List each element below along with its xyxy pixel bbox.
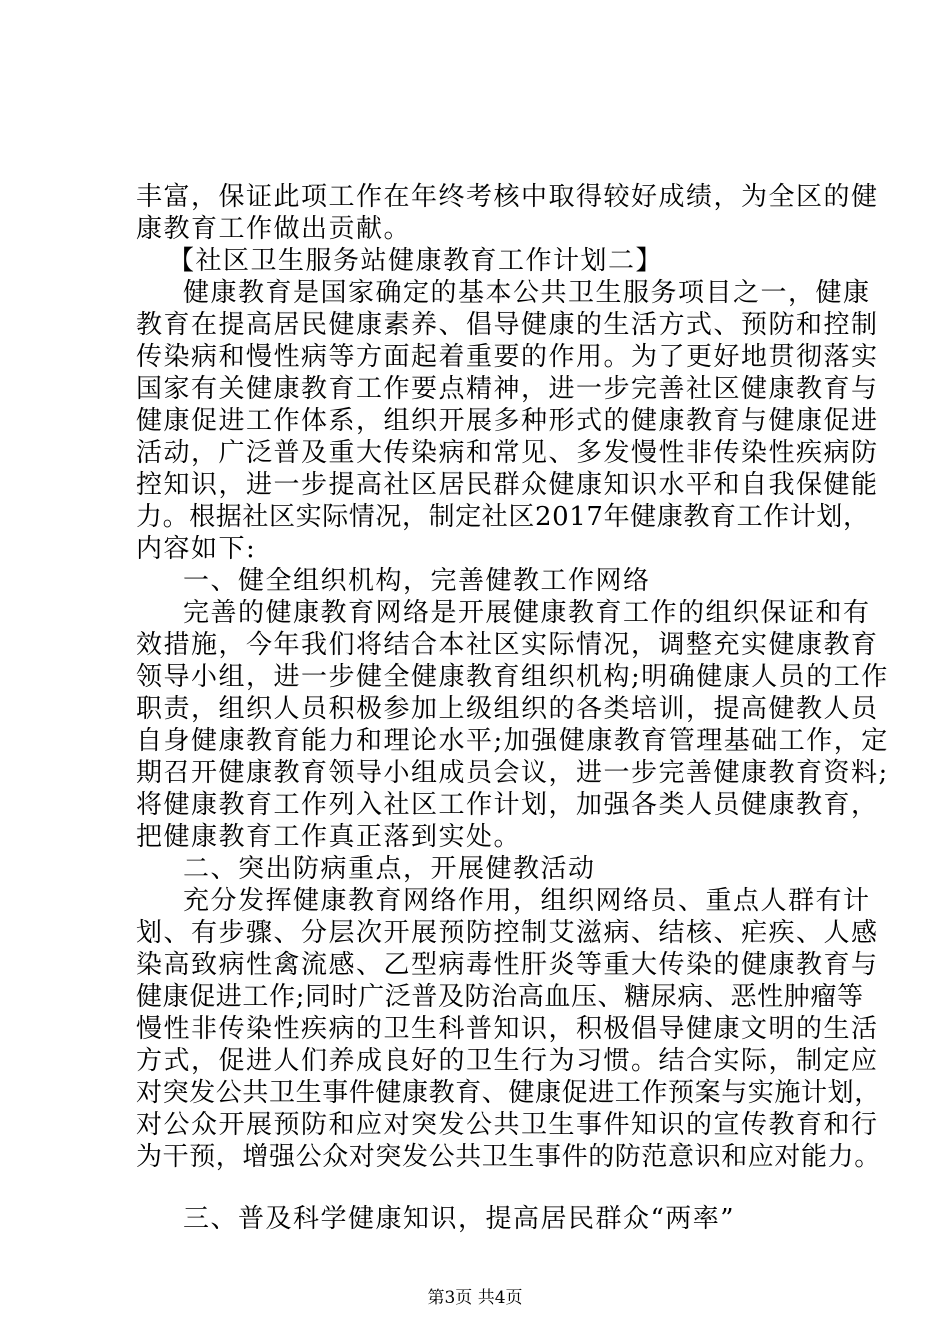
text-line: 活动，广泛普及重大传染病和常见、多发慢性非传染性疾病防	[136, 438, 879, 468]
page-number-footer: 第3页 共4页	[427, 1288, 523, 1308]
text-line: 教育在提高居民健康素养、倡导健康的生活方式、预防和控制	[136, 310, 879, 340]
text-line: 健康教育是国家确定的基本公共卫生服务项目之一，健康	[183, 278, 871, 308]
text-line: 健康促进工作体系，组织开展多种形式的健康教育与健康促进	[136, 406, 879, 436]
text-line: 传染病和慢性病等方面起着重要的作用。为了更好地贯彻落实	[136, 342, 879, 372]
text-line: 划、有步骤、分层次开展预防控制艾滋病、结核、疟疾、人感	[136, 918, 879, 948]
text-line: 完善的健康教育网络是开展健康教育工作的组织保证和有	[183, 598, 871, 628]
section-heading: 三、普及科学健康知识，提高居民群众“两率”	[183, 1204, 736, 1234]
text-line: 自身健康教育能力和理论水平;加强健康教育管理基础工作，定	[136, 726, 889, 756]
text-line: 职责，组织人员积极参加上级组织的各类培训，提高健教人员	[136, 694, 879, 724]
text-line: 为干预，增强公众对突发公共卫生事件的防范意识和应对能力。	[136, 1142, 881, 1172]
text-line: 丰富，保证此项工作在年终考核中取得较好成绩，为全区的健	[136, 182, 879, 212]
text-line: 染高致病性禽流感、乙型病毒性肝炎等重大传染的健康教育与	[136, 950, 879, 980]
text-line: 内容如下:	[136, 534, 257, 564]
text-line: 将健康教育工作列入社区工作计划，加强各类人员健康教育，	[136, 790, 879, 820]
text-line: 期召开健康教育领导小组成员会议，进一步完善健康教育资料;	[136, 758, 889, 788]
text-line: 方式，促进人们养成良好的卫生行为习惯。结合实际，制定应	[136, 1046, 879, 1076]
text-line: 力。根据社区实际情况，制定社区2017年健康教育工作计划，	[136, 502, 870, 532]
text-line: 把健康教育工作真正落到实处。	[136, 822, 522, 852]
text-line: 充分发挥健康教育网络作用，组织网络员、重点人群有计	[183, 886, 871, 916]
text-line: 控知识，进一步提高社区居民群众健康知识水平和自我保健能	[136, 470, 879, 500]
text-line: 慢性非传染性疾病的卫生科普知识，积极倡导健康文明的生活	[136, 1014, 879, 1044]
section-heading: 【社区卫生服务站健康教育工作计划二】	[168, 246, 664, 276]
text-line: 康教育工作做出贡献。	[136, 214, 412, 244]
text-line: 对突发公共卫生事件健康教育、健康促进工作预案与实施计划，	[136, 1078, 881, 1108]
text-line: 国家有关健康教育工作要点精神，进一步完善社区健康教育与	[136, 374, 879, 404]
section-heading: 二、突出防病重点，开展健教活动	[183, 854, 596, 884]
text-line: 领导小组，进一步健全健康教育组织机构;明确健康人员的工作	[136, 662, 889, 692]
text-line: 效措施，今年我们将结合本社区实际情况，调整充实健康教育	[136, 630, 879, 660]
text-line: 对公众开展预防和应对突发公共卫生事件知识的宣传教育和行	[136, 1110, 879, 1140]
section-heading: 一、健全组织机构，完善健教工作网络	[183, 566, 651, 596]
text-line: 健康促进工作;同时广泛普及防治高血压、糖尿病、恶性肿瘤等	[136, 982, 864, 1012]
